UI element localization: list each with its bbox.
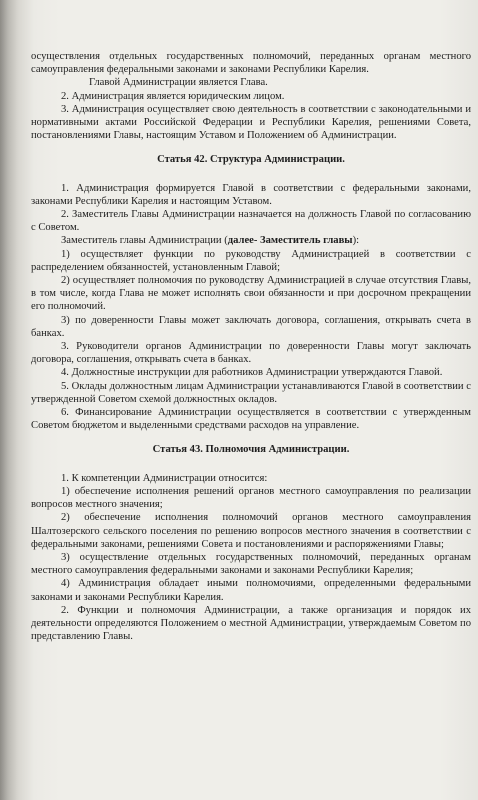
article-42-title: Статья 42. Структура Администрации. bbox=[157, 154, 345, 166]
article-43-subitem-1: 1) обеспечение исполнения решений органов местного самоуправления по реализации вопросов местного значения; bbox=[31, 485, 471, 511]
article-42-paragraph-1: 1. Администрация формируется Главой в соответствии с федеральными законами, законами Республики Карелия и настоящим Уставом. bbox=[31, 182, 471, 207]
document-body bbox=[31, 50, 471, 643]
deputy-intro-end: ): bbox=[352, 235, 360, 247]
article-43-subitem-3: 3) осуществление отдельных государственных полномочий, переданных органам местного самоуправления федеральными законами и законами Республики Карелия; bbox=[31, 551, 471, 577]
article-43-paragraph-2: 2. Функции и полномочия Администрации, а также организация и порядок их деятельности определяются Положением о местной Администрации, утверждаемым Советом по представлению Главы. bbox=[31, 604, 471, 643]
article-43-title: Статья 43. Полномочия Администрации. bbox=[152, 444, 350, 456]
article-43-paragraph-1: 1. К компетенции Администрации относится: bbox=[61, 472, 268, 484]
article-42-paragraph-6: 6. Финансирование Администрации осуществляется в соответствии с утвержденным Советом бюджетом и выделенными средствами расходов на управление. bbox=[31, 407, 471, 432]
article-42-paragraph-4: 4. Должностные инструкции для работников Администрации утверждаются Главой. bbox=[61, 367, 443, 379]
article-43-subitem-2: 2) обеспечение исполнения полномочий органов местного самоуправления Шалтозерского сельского поселения по решению вопросов местного значения в соответствии с федеральными законами, решениями Совета и постановлениями и распоряжениями Главы; bbox=[31, 512, 471, 550]
deputy-intro-start: Заместитель главы Администрации ( bbox=[61, 235, 228, 247]
article-42-subitem-1: 1) осуществляет функции по руководству Администрацией в соответствии с распределением обязанностей, установленным Главой; bbox=[31, 248, 471, 273]
article-42-deputy-intro bbox=[31, 234, 471, 247]
article-42-subitem-2: 2) осуществляет полномочия по руководству Администрацией в случае отсутствия Главы, в том числе, когда Глава не может исполнять свои обязанности и при досрочном прекращении его полномочий. bbox=[31, 275, 471, 313]
paragraph-head: Главой Администрации является Глава. bbox=[89, 77, 268, 89]
paragraph-item-2: 2. Администрация является юридическим лицом. bbox=[61, 90, 285, 102]
deputy-intro-bold: далее- Заместитель главы bbox=[227, 235, 353, 247]
paragraph-continued: осуществления отдельных государственных полномочий, переданных органам местного самоуправления федеральными законами и законами Республики Карелия. bbox=[31, 51, 471, 76]
article-42-paragraph-5: 5. Оклады должностным лицам Администрации устанавливаются Главой в соответствии с утвержденной Советом схемой должностных окладов. bbox=[31, 380, 471, 405]
article-42-paragraph-3: 3. Руководители органов Администрации по доверенности Главы могут заключать договора, соглашения, открывать счета в банках. bbox=[31, 341, 471, 366]
article-42-subitem-3: 3) по доверенности Главы может заключать договора, соглашения, открывать счета в банках. bbox=[31, 314, 471, 339]
article-42-paragraph-2: 2. Заместитель Главы Администрации назначается на должность Главой по согласованию с Советом. bbox=[31, 209, 471, 234]
paragraph-item-3: 3. Администрация осуществляет свою деятельность в соответствии с законодательными и нормативными актами Российской Федерации и Республики Карелия, решениями Совета, постановлениями Главы, настоящим Уставом и Положением об Администрации. bbox=[31, 103, 471, 142]
article-43-subitem-4: 4) Администрация обладает иными полномочиями, определенными федеральными законами и законами Республики Карелия. bbox=[31, 578, 471, 603]
